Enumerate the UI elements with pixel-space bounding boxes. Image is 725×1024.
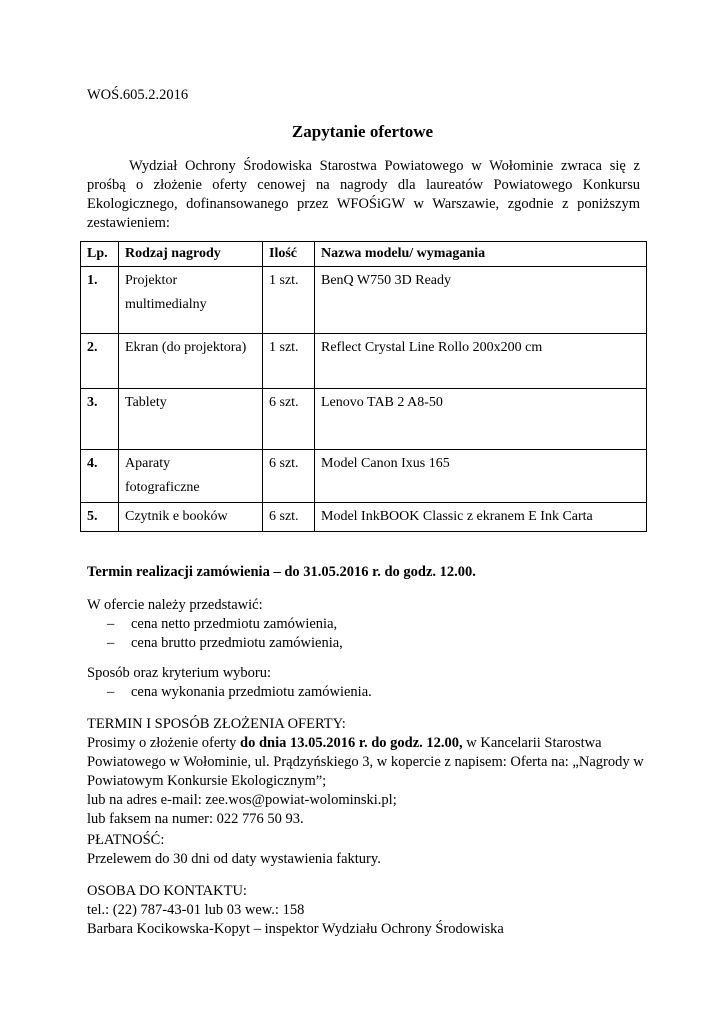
payment-heading: PŁATNOŚĆ:: [87, 832, 165, 848]
prize-type-cell: [119, 450, 263, 503]
document-reference: WOŚ.605.2.2016: [87, 87, 189, 103]
realization-deadline: Termin realizacji zamówienia – do 31.05.2016 r. do godz. 12.00.: [87, 564, 476, 580]
prize-type: Czytnik e booków: [119, 503, 263, 532]
criteria-list: [87, 683, 647, 702]
list-item: – cena wykonania przedmiotu zamówienia.: [87, 683, 647, 702]
submission-section: [87, 715, 647, 829]
table-row: [81, 334, 647, 389]
fax-line: lub faksem na numer: 022 776 50 93.: [87, 811, 304, 827]
contact-person: Barbara Kocikowska-Kopyt – inspektor Wydziału Ochrony Środowiska: [87, 921, 504, 937]
payment-section: [87, 831, 647, 869]
row-number: 1.: [81, 267, 119, 334]
row-number: 2.: [81, 334, 119, 389]
prize-type-cell: [119, 267, 263, 334]
prize-type: Projektor: [125, 273, 178, 288]
prize-type: Aparaty: [125, 456, 171, 471]
payment-text: Przelewem do 30 dni od daty wystawienia faktury.: [87, 851, 381, 867]
contact-phone: tel.: (22) 787-43-01 lub 03 wew.: 158: [87, 902, 305, 918]
table-row: [81, 267, 647, 334]
submission-text: [87, 734, 647, 791]
list-item: – cena brutto przedmiotu zamówienia,: [87, 634, 647, 653]
offer-heading: W ofercie należy przedstawić:: [87, 597, 263, 613]
quantity: 1 szt.: [263, 334, 315, 389]
table-row: [81, 389, 647, 450]
prize-type: fotograficzne: [125, 480, 200, 495]
contact-section: [87, 882, 647, 939]
submission-heading: TERMIN I SPOSÓB ZŁOŻENIA OFERTY:: [87, 716, 346, 732]
prizes-table: [80, 241, 647, 532]
row-number: 5.: [81, 503, 119, 532]
criteria-section: [87, 664, 647, 702]
intro-paragraph: Wydział Ochrony Środowiska Starostwa Powiatowego w Wołominie zwraca się z prośbą o złożenie oferty cenowej na nagrody dla laureatów Powiatowego Konkursu Ekologicznego, dofinansowanego przez WFOŚiGW w Warszawie, zgodnie z poniższym zestawieniem:: [87, 158, 640, 231]
table-row: [81, 503, 647, 532]
model-name: Reflect Crystal Line Rollo 200x200 cm: [315, 334, 647, 389]
model-name: Model InkBOOK Classic z ekranem E Ink Carta: [315, 503, 647, 532]
table-row: [81, 450, 647, 503]
prize-type: multimedialny: [125, 297, 207, 312]
quantity: 6 szt.: [263, 389, 315, 450]
table-header-row: [81, 242, 647, 267]
row-number: 4.: [81, 450, 119, 503]
contact-heading: OSOBA DO KONTAKTU:: [87, 883, 247, 899]
column-header: Lp.: [81, 242, 119, 267]
email-line: lub na adres e-mail: zee.wos@powiat-wolominski.pl;: [87, 792, 397, 808]
prize-type: Ekran (do projektora): [119, 334, 263, 389]
column-header: Rodzaj nagrody: [119, 242, 263, 267]
offer-section: [87, 596, 647, 653]
column-header: Nazwa modelu/ wymagania: [315, 242, 647, 267]
criteria-heading: Sposób oraz kryterium wyboru:: [87, 665, 272, 681]
submission-prefix: Prosimy o złożenie oferty: [87, 735, 241, 751]
page-title: Zapytanie ofertowe: [291, 122, 434, 141]
submission-suffix: w Kancelarii Starostwa Powiatowego w Wołominie, ul. Prądzyńskiego 3, w kopercie z napisem: Oferta na: „Nagrody w Powiatowym Konkursie Ekologicznym”;: [87, 735, 644, 789]
offer-list: [87, 615, 647, 653]
prize-type: Tablety: [119, 389, 263, 450]
column-header: Ilość: [263, 242, 315, 267]
model-name: Model Canon Ixus 165: [315, 450, 647, 503]
quantity: 1 szt.: [263, 267, 315, 334]
model-name: Lenovo TAB 2 A8-50: [315, 389, 647, 450]
quantity: 6 szt.: [263, 503, 315, 532]
model-name: BenQ W750 3D Ready: [315, 267, 647, 334]
submission-deadline: do dnia 13.05.2016 r. do godz. 12.00,: [240, 735, 463, 751]
row-number: 3.: [81, 389, 119, 450]
list-item: – cena netto przedmiotu zamówienia,: [87, 615, 647, 634]
quantity: 6 szt.: [263, 450, 315, 503]
